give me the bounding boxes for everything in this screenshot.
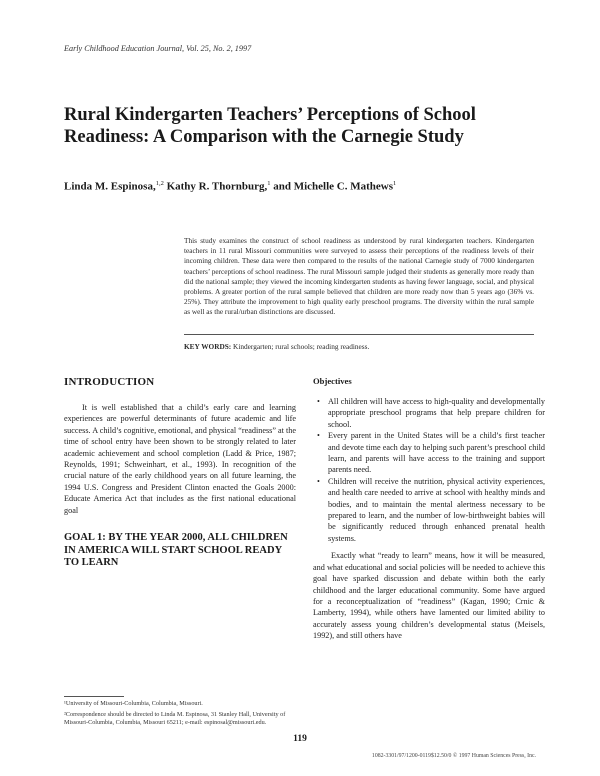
list-item: • All children will have access to high-quality and developmentally appropriate preschool programs that help prepare children for school.: [313, 396, 545, 430]
footnote: ¹University of Missouri-Columbia, Columbia, Missouri.: [64, 700, 203, 707]
copyright-line: 1082-3301/97/1200-0119$12.50/0 © 1997 Human Sciences Press, Inc.: [371, 753, 536, 759]
title-line-2: Readiness: A Comparison with the Carnegie Study: [64, 127, 464, 147]
keywords: [184, 342, 534, 351]
introduction-paragraph: It is well established that a child’s early care and learning experiences are powerful determinants of future academic and life success. A child’s cognitive, emotional, and physical “readiness” at the time of school entry have been shown to be strongly related to later academic achievement and school completion (Ladd & Price, 1987; Reynolds, 1991; Schweinhart, et al., 1993). In recognition of the crucial nature of the early childhood years on all future learning, the 1994 U.S. Congress and President Clinton enacted the Goals 2000: Educate America Act that includes as the first national educational goal: [64, 403, 296, 515]
author-name: and Michelle C. Mathews: [273, 180, 393, 193]
article-title: [64, 104, 534, 148]
author-name: Linda M. Espinosa,: [64, 180, 156, 193]
page-number: 119: [293, 734, 307, 744]
author-affiliation-mark: 1: [267, 180, 271, 187]
author-name: Kathy R. Thornburg,: [166, 180, 268, 193]
introduction-heading: INTRODUCTION: [64, 376, 155, 388]
author-affiliation-mark: 1: [393, 180, 397, 187]
keywords-label: KEY WORDS:: [184, 342, 232, 351]
objectives-heading: Objectives: [313, 376, 352, 386]
list-item: • Every parent in the United States will be a child’s first teacher and devote time each day to helping such parent’s preschool child learn, and parents will have access to the training and support parents need.: [313, 430, 545, 476]
title-line-1: Rural Kindergarten Teachers’ Perceptions of School: [64, 105, 476, 125]
right-column: [313, 376, 545, 642]
footnotes: [64, 700, 296, 730]
author-list: [64, 180, 544, 193]
list-item: • Children will receive the nutrition, physical activity experiences, and health care needed to arrive at school with healthy minds and bodies, and to maintain the mental alertness necessary to be prepared to learn, and the number of low-birthweight babies will be significantly reduced through enhanced prenatal health systems.: [313, 476, 545, 544]
goal-heading: GOAL 1: BY THE YEAR 2000, ALL CHILDREN IN AMERICA WILL START SCHOOL READY TO LEARN: [64, 532, 288, 569]
keywords-text: Kindergarten; rural schools; reading readiness.: [231, 342, 370, 351]
abstract-divider: [184, 334, 534, 335]
abstract: This study examines the construct of school readiness as understood by rural kindergarten teachers. Kindergarten teachers in 11 rural Missouri communities were surveyed to assess their perceptions of the readiness levels of their incoming children. These data were then compared to the results of the national Carnegie study of 7000 kindergarten teachers’ perceptions of school readiness. The rural Missouri sample judged their students as generally more ready than did the national sample; they viewed the incoming kindergarten students as having fewer language, social, and physical problems. A greater portion of the rural sample believed that children are more ready now than 5 years ago (36% vs. 25%). They attribute the improvement to high quality early preschool programs. The diversity within the rural sample as well as the rural/urban distinctions are discussed.: [184, 236, 534, 317]
author-affiliation-mark: 1,2: [155, 180, 164, 187]
footnote: ²Correspondence should be directed to Linda M. Espinosa, 31 Stanley Hall, University of Missouri-Columbia, Columbia, Missouri 65211; e-mail: espinosal@missouri.edu.: [64, 710, 286, 727]
journal-citation: Early Childhood Education Journal, Vol. 25, No. 2, 1997: [64, 44, 252, 53]
objectives-paragraph: Exactly what “ready to learn” means, how it will be measured, and what educational and social policies will be needed to achieve this goal have sparked discussion and debate within both the early childhood and the larger educational community. Some have argued for a reconceptualization of “readiness” (Kagan, 1990; Crnic & Lamberty, 1994), while others have lamented our limited ability to accurately assess young children’s developmental status (Meisels, 1992), and still others have: [313, 551, 545, 641]
left-column: [64, 376, 296, 570]
objectives-list: [313, 396, 545, 544]
footnote-divider: [64, 696, 124, 697]
